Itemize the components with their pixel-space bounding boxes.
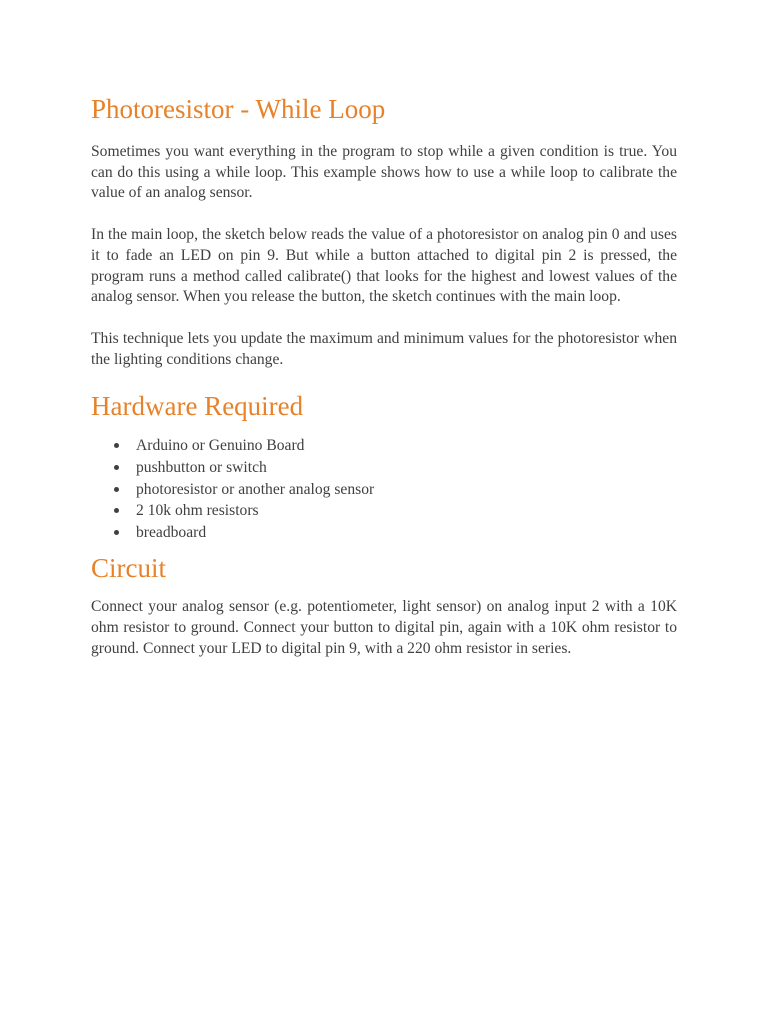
list-item-text: photoresistor or another analog sensor (136, 480, 375, 498)
bullet-icon (114, 508, 119, 513)
intro-paragraph-1: Sometimes you want everything in the program to stop while a given condition is true. You can do this using a while loop. This example shows how to use a while loop to calibrate the value of an analog sensor. (91, 143, 677, 202)
intro-paragraph-3: This technique lets you update the maximum and minimum values for the photoresistor when the lighting conditions change. (91, 329, 677, 368)
bullet-icon (114, 530, 119, 535)
hardware-list (91, 435, 677, 543)
list-item-text: 2 10k ohm resistors (136, 502, 259, 520)
hardware-heading: Hardware Required (91, 391, 304, 422)
list-item-text: Arduino or Genuino Board (136, 437, 305, 455)
list-item (91, 457, 677, 479)
circuit-paragraph: Connect your analog sensor (e.g. potentiometer, light sensor) on analog input 2 with a 10K ohm resistor to ground. Connect your button to digital pin, again with a 10K ohm resistor to ground. Connect your LED to digital pin 9, with a 220 ohm resistor in series. (91, 598, 677, 657)
list-item-text: pushbutton or switch (136, 459, 267, 477)
bullet-icon (114, 465, 119, 470)
circuit-heading: Circuit (91, 553, 166, 584)
list-item (91, 500, 677, 522)
list-item (91, 522, 677, 544)
bullet-icon (114, 443, 119, 448)
list-item (91, 435, 677, 457)
list-item (91, 479, 677, 501)
bullet-icon (114, 487, 119, 492)
page-title: Photoresistor - While Loop (91, 94, 386, 124)
list-item-text: breadboard (136, 523, 207, 541)
intro-paragraph-2: In the main loop, the sketch below reads the value of a photoresistor on analog pin 0 and uses it to fade an LED on pin 9. But while a button attached to digital pin 2 is pressed, the program runs a method called calibrate() that looks for the highest and lowest values of the analog sensor. When you release the button, the sketch continues with the main loop. (91, 226, 677, 306)
